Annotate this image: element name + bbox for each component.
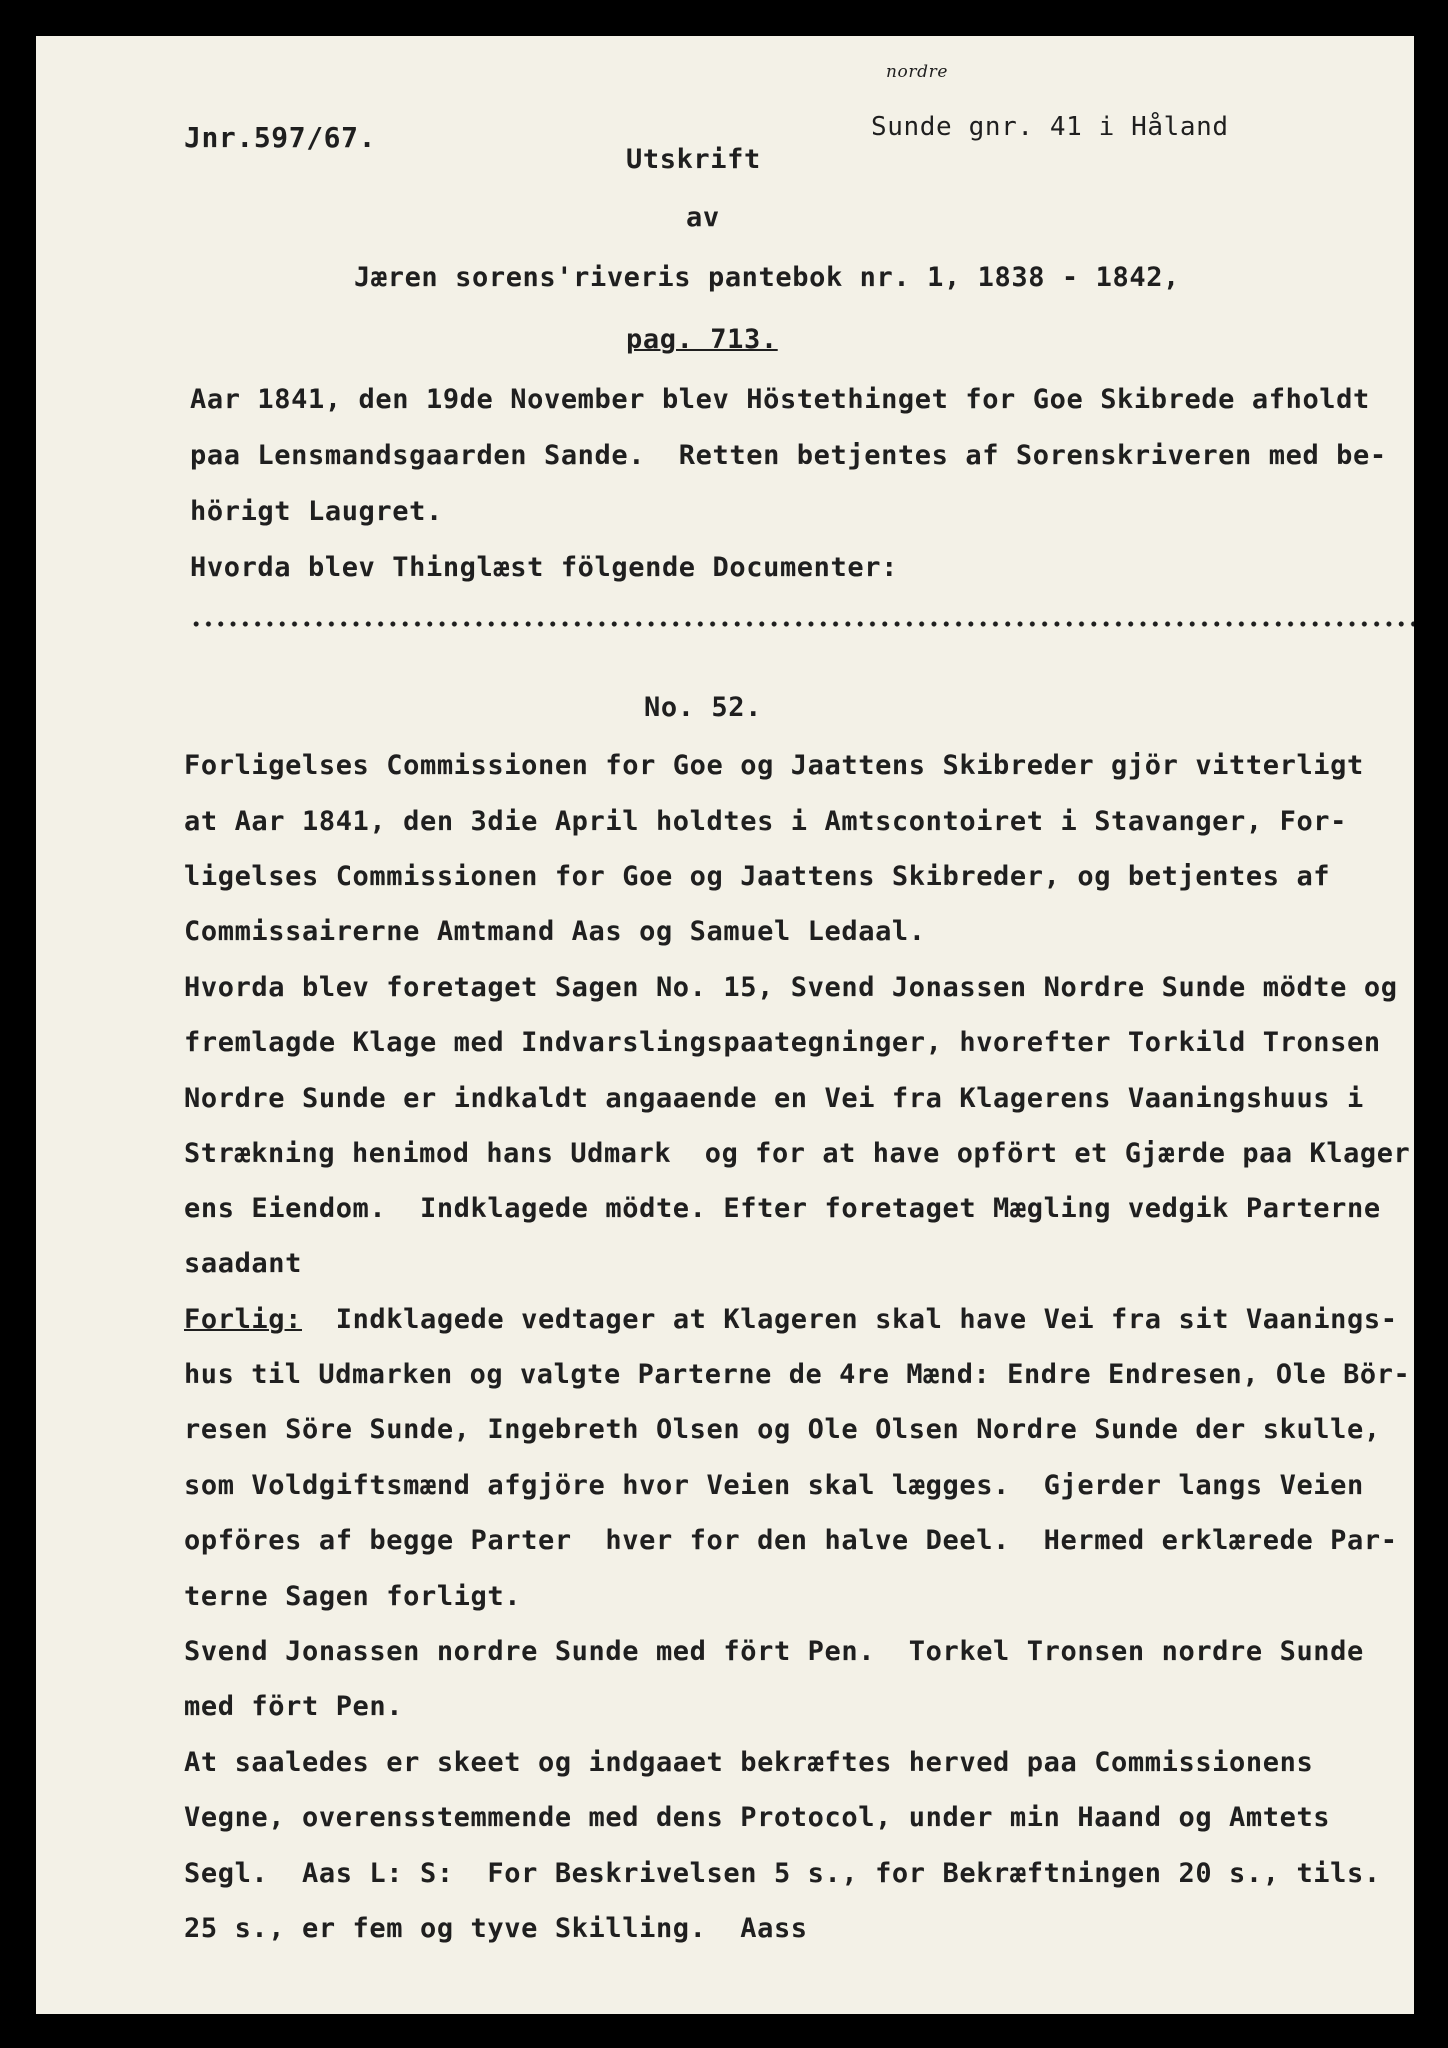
- journal-number: Jnr.597/67.: [184, 121, 377, 154]
- body-line: fremlagde Klage med Indvarslingspaategninger, hvorefter Torkild Tronsen: [184, 1027, 1381, 1058]
- forlig-line: At saaledes er skeet og indgaaet bekræftes herved paa Commissionens: [184, 1747, 1314, 1778]
- forlig-line: Vegne, overensstemmende med dens Protocol, under min Haand og Amtets: [184, 1802, 1331, 1833]
- forlig-line: resen Söre Sunde, Ingebreth Olsen og Ole Olsen Nordre Sunde der skulle,: [184, 1414, 1381, 1445]
- document-page: [36, 36, 1414, 2014]
- forlig-line: hus til Udmarken og valgte Parterne de 4re Mænd: Endre Endresen, Ole Bör-: [184, 1359, 1411, 1390]
- forlig-label: Forlig:: [184, 1304, 302, 1335]
- title-line-4: pag. 713.: [626, 324, 778, 355]
- intro-line: Hvorda blev Thinglæst fölgende Documenter:: [190, 552, 898, 583]
- forlig-line: med fört Pen.: [184, 1691, 404, 1722]
- body-line: Commissairerne Amtmand Aas og Samuel Ledaal.: [184, 916, 926, 947]
- document-number: No. 52.: [644, 692, 762, 723]
- body-line: ligelses Commissionen for Goe og Jaattens Skibreder, og betjentes af: [184, 861, 1331, 892]
- forlig-text: Indklagede vedtager at Klageren skal have Vei fra sit Vaanings-: [302, 1304, 1398, 1335]
- body-line: Hvorda blev foretaget Sagen No. 15, Svend Jonassen Nordre Sunde mödte og: [184, 972, 1398, 1003]
- body-line: Forligelses Commissionen for Goe og Jaattens Skibreder gjör vitterligt: [184, 750, 1364, 781]
- body-line: Strækning henimod hans Udmark og for at have opfört et Gjærde paa Klager: [184, 1138, 1411, 1169]
- title-line-3: Jæren sorens'riveris pantebok nr. 1, 1838 - 1842,: [354, 262, 1180, 293]
- body-line: ens Eiendom. Indklagede mödte. Efter foretaget Mægling vedgik Parterne: [184, 1193, 1381, 1224]
- forlig-line: 25 s., er fem og tyve Skilling. Aass: [184, 1913, 808, 1944]
- body-line: at Aar 1841, den 3die April holdtes i Amtscontoiret i Stavanger, For-: [184, 806, 1348, 837]
- property-reference-left: Sunde: [871, 112, 953, 142]
- forlig-line: som Voldgiftsmænd afgjöre hvor Veien skal lægges. Gjerder langs Veien: [184, 1470, 1364, 1501]
- handwritten-insert: nordre: [886, 62, 948, 82]
- forlig-line: opföres af begge Parter hver for den halve Deel. Hermed erklærede Par-: [184, 1525, 1398, 1556]
- title-line-1: Utskrift: [626, 144, 761, 175]
- intro-line: Aar 1841, den 19de November blev Höstethinget for Goe Skibrede afholdt: [190, 384, 1370, 415]
- body-line: saadant: [184, 1248, 302, 1279]
- body-line: Nordre Sunde er indkaldt angaaende en Vei fra Klagerens Vaaningshuus i: [184, 1083, 1364, 1114]
- intro-line: hörigt Laugret.: [190, 496, 443, 527]
- property-reference: [806, 82, 1229, 172]
- forlig-line: terne Sagen forligt.: [184, 1581, 522, 1612]
- intro-line: paa Lensmandsgaarden Sande. Retten betjentes af Sorenskriveren med be-: [190, 440, 1387, 471]
- dotted-separator: [190, 620, 1414, 628]
- title-line-2: av: [686, 202, 720, 233]
- property-reference-right: gnr. 41 i Håland: [968, 112, 1229, 142]
- forlig-line: Segl. Aas L: S: For Beskrivelsen 5 s., for Bekræftningen 20 s., tils.: [184, 1858, 1381, 1889]
- forlig-line: [184, 1304, 1398, 1335]
- forlig-line: Svend Jonassen nordre Sunde med fört Pen. Torkel Tronsen nordre Sunde: [184, 1636, 1364, 1667]
